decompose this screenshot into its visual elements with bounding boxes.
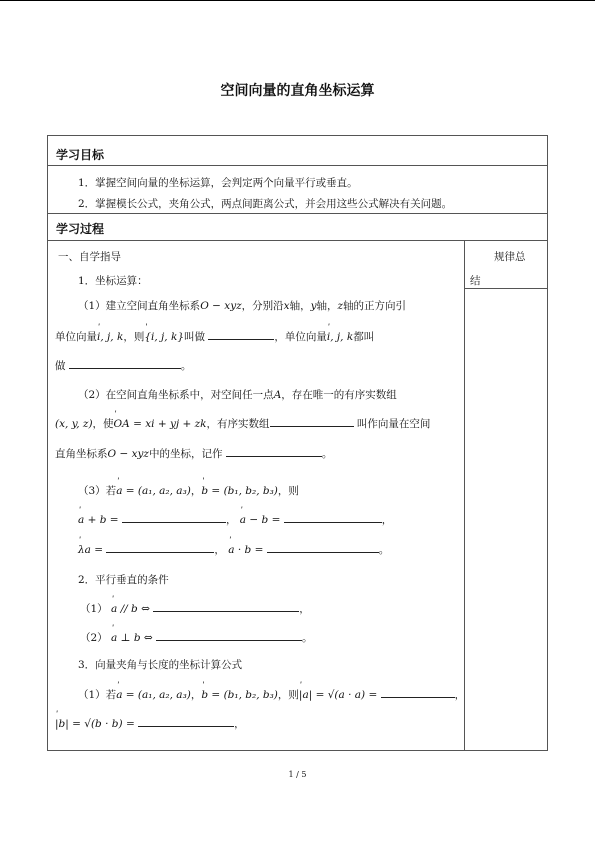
text-line: 做 。 bbox=[55, 360, 192, 372]
answer-blank[interactable] bbox=[156, 630, 302, 641]
answer-blank[interactable] bbox=[267, 542, 379, 553]
page-title: 空间向量的直角坐标运算 bbox=[220, 83, 375, 99]
text-line: （2） ʹ a ⊥ b ⇔ 。 bbox=[80, 630, 313, 645]
section-label: 3．向量夹角与长度的坐标计算公式 bbox=[78, 659, 243, 671]
text-line: ʹ |b| = √(b · b) = ， bbox=[55, 716, 245, 731]
text-line: 直角坐标系O − xyz中的坐标，记作 。 bbox=[55, 448, 333, 460]
answer-blank[interactable] bbox=[138, 716, 234, 727]
answer-blank[interactable] bbox=[270, 416, 354, 427]
goal-item-2: 2．掌握模长公式，夹角公式，两点间距离公式，并会用这些公式解决有关问题。 bbox=[78, 198, 453, 210]
text-line: ʹ a + b = ， ʹ a − b = ， bbox=[78, 512, 392, 527]
worksheet-table bbox=[47, 135, 548, 751]
goal-item-1: 1．掌握空间向量的坐标运算，会判定两个向量平行或垂直。 bbox=[78, 177, 358, 189]
process-heading: 学习过程 bbox=[56, 222, 105, 236]
answer-blank[interactable] bbox=[122, 512, 226, 523]
text-line: （2）在空间直角坐标系中，对空间任一点A，存在唯一的有序实数组 bbox=[78, 389, 397, 401]
side-divider bbox=[465, 288, 547, 289]
divider bbox=[48, 213, 547, 214]
page-number: 1 / 5 bbox=[288, 770, 307, 779]
side-label: 结 bbox=[470, 275, 481, 287]
answer-blank[interactable] bbox=[208, 329, 274, 340]
section-label: 1．坐标运算： bbox=[78, 275, 148, 287]
section-label: 2．平行垂直的条件 bbox=[78, 574, 169, 586]
text-line: （1）建立空间直角坐标系O − xyz，分别沿x轴，y轴，z轴的正方向引 bbox=[78, 300, 407, 312]
answer-blank[interactable] bbox=[69, 358, 181, 369]
text-line: （1）若ʹ a = (a₁, a₂, a₃)，ʹ b = (b₁, b₂, b₃)，则ʹ |a| = √(a · a) = ， bbox=[78, 687, 465, 702]
divider bbox=[48, 240, 547, 241]
answer-blank[interactable] bbox=[226, 446, 322, 457]
text-line: （3）若ʹ a = (a₁, a₂, a₃)，ʹ b = (b₁, b₂, b₃)，则 bbox=[78, 484, 299, 498]
goals-heading: 学习目标 bbox=[56, 148, 105, 162]
text-line: ʹ λa = ， ʹ a · b = 。 bbox=[78, 542, 389, 557]
answer-blank[interactable] bbox=[284, 512, 382, 523]
column-divider bbox=[464, 240, 465, 750]
text-line: (x, y, z)，使ʹ OA = xi + yj + zk，有序实数组 叫作向量在空间 bbox=[55, 416, 430, 431]
answer-blank[interactable] bbox=[153, 601, 299, 612]
answer-blank[interactable] bbox=[381, 687, 455, 698]
page-top-rule bbox=[0, 0, 595, 1]
section-label: 一、自学指导 bbox=[58, 251, 121, 263]
text-line: （1） ʹ a // b ⇔ ， bbox=[80, 601, 310, 616]
side-label: 规律总 bbox=[494, 251, 526, 263]
answer-blank[interactable] bbox=[106, 542, 214, 553]
text-line: 单位向量ʹ i, j, k，则ʹ {i, j, k}叫做 ，单位向量ʹ i, j, k都叫 bbox=[55, 329, 374, 344]
divider bbox=[48, 165, 547, 166]
